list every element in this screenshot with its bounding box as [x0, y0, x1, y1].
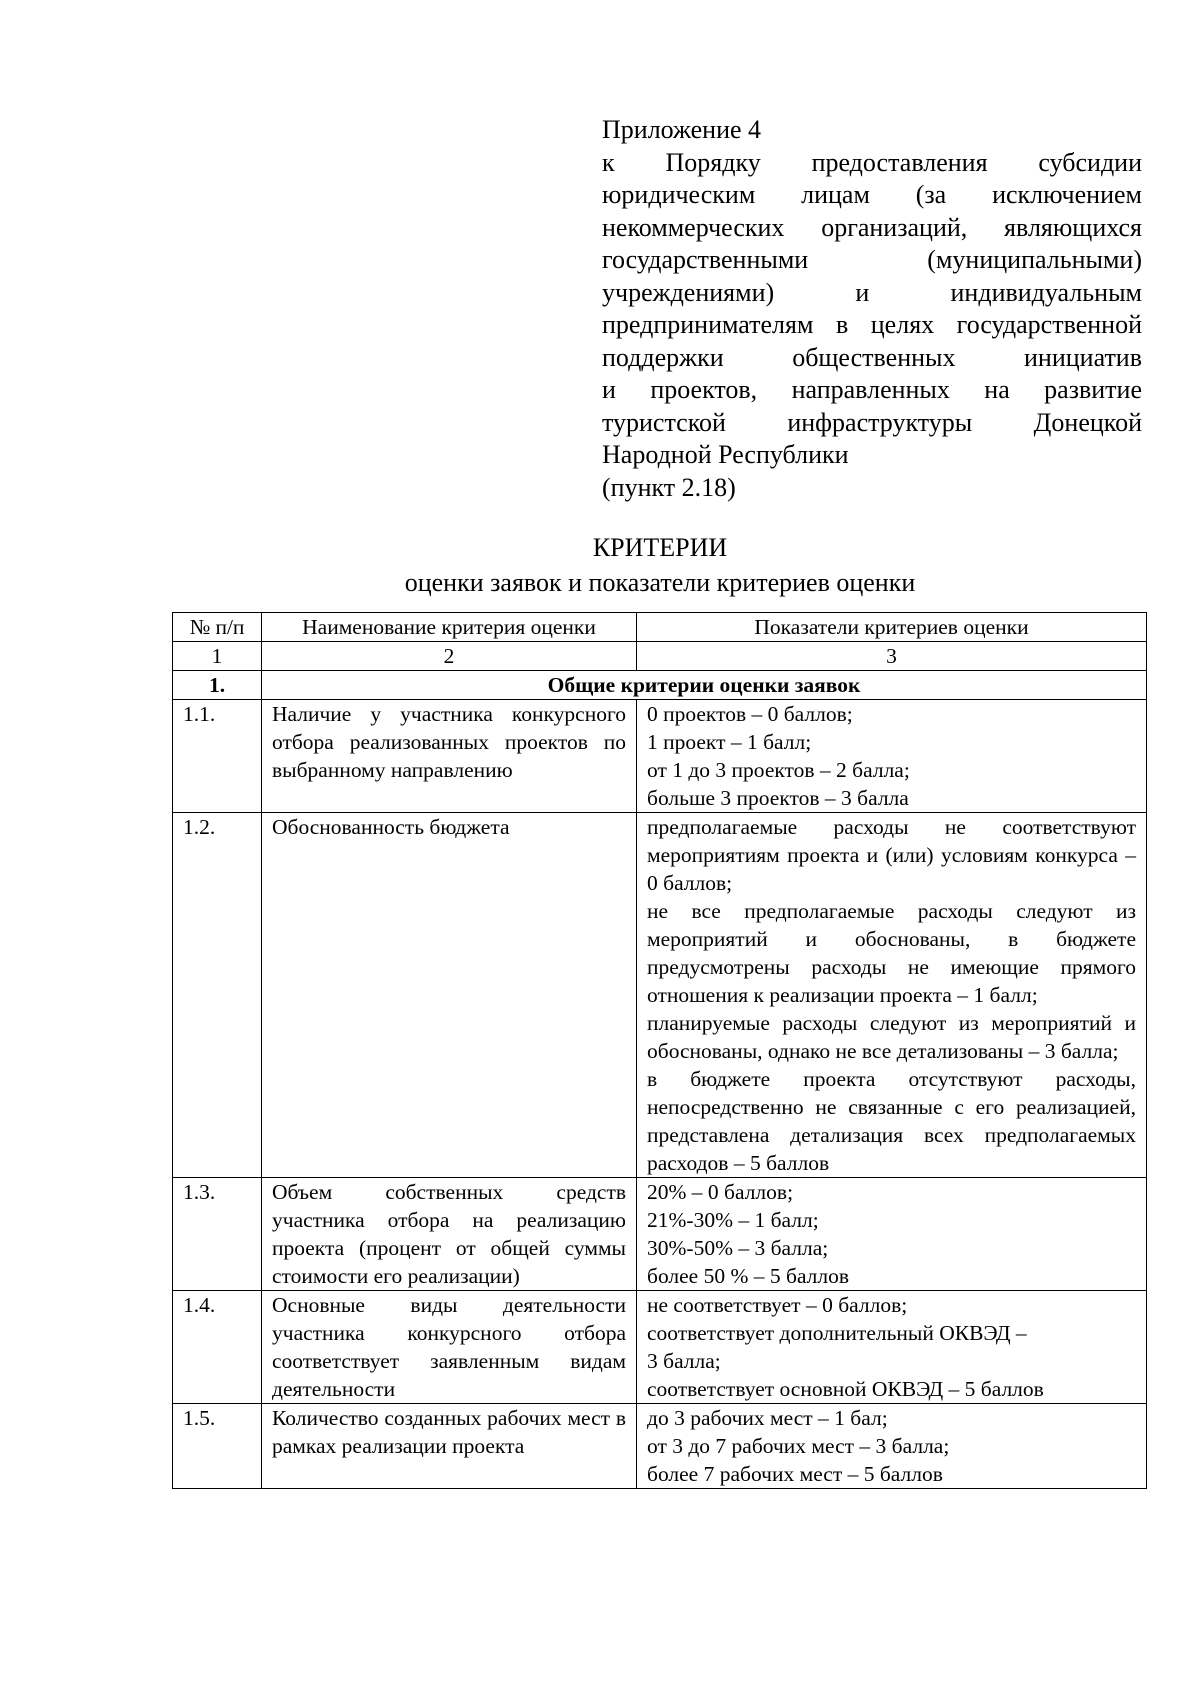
section-number: 1. — [173, 671, 262, 700]
indicator-item: от 1 до 3 проектов – 2 балла; — [647, 758, 910, 782]
section-row — [173, 671, 1147, 700]
indicator-item: в бюджете проекта отсутствуют расходы, непосредственно не связанные с его реализацией, представлена детализация всех предполагаемых расходов – 5 баллов — [647, 1067, 1136, 1175]
indicator-item: предполагаемые расходы не соответствуют мероприятиям проекта и (или) условиям конкурса – 0 баллов; — [647, 815, 1136, 895]
table-header-row — [173, 613, 1147, 642]
criterion-name: Обоснованность бюджета — [262, 813, 637, 1178]
appendix-line: туристской инфраструктуры Донецкой — [602, 407, 1142, 437]
appendix-line: Приложение 4 — [602, 115, 762, 144]
indicator-item: 20% – 0 баллов; — [647, 1180, 794, 1204]
indicator-item: 3 балла; — [647, 1349, 721, 1373]
table-row — [173, 1404, 1147, 1489]
row-number: 1.2. — [173, 813, 262, 1178]
document-subtitle: оценки заявок и показатели критериев оценки — [404, 568, 916, 597]
appendix-line: некоммерческих организаций, являющихся — [602, 212, 1142, 242]
row-number: 1.5. — [173, 1404, 262, 1489]
indicator-item: не все предполагаемые расходы следуют из мероприятий и обоснованы, в бюджете предусмотрены расходы не имеющие прямого отношения к реализации проекта – 1 балл; — [647, 899, 1136, 1007]
indicator-item: от 3 до 7 рабочих мест – 3 балла; — [647, 1434, 950, 1458]
indicator-item: 30%-50% – 3 балла; — [647, 1236, 829, 1260]
indicator-item: до 3 рабочих мест – 1 бал; — [647, 1406, 888, 1430]
criterion-name: Объем собственных средств участника отбора на реализацию проекта (процент от общей суммы стоимости его реализации) — [262, 1178, 637, 1291]
indicator-item: больше 3 проектов – 3 балла — [647, 786, 909, 810]
column-number-row — [173, 642, 1147, 671]
appendix-block — [602, 114, 1142, 504]
indicator-item: 21%-30% – 1 балл; — [647, 1208, 819, 1232]
appendix-line: Народной Республики — [602, 440, 849, 469]
indicator-item: соответствует дополнительный ОКВЭД – — [647, 1321, 1027, 1345]
criterion-name: Основные виды деятельности участника конкурсного отбора соответствует заявленным видам деятельности — [262, 1291, 637, 1404]
criterion-name: Наличие у участника конкурсного отбора реализованных проектов по выбранному направлению — [262, 700, 637, 813]
column-number: 2 — [262, 642, 637, 671]
criterion-name: Количество созданных рабочих мест в рамках реализации проекта — [262, 1404, 637, 1489]
column-number: 1 — [173, 642, 262, 671]
appendix-line: учреждениями) и индивидуальным — [602, 277, 1142, 307]
appendix-line: к Порядку предоставления субсидии — [602, 147, 1142, 177]
section-title: Общие критерии оценки заявок — [262, 671, 1147, 700]
indicator-item: 0 проектов – 0 баллов; — [647, 702, 853, 726]
document-title: КРИТЕРИИ — [592, 533, 728, 562]
criteria-table — [172, 612, 1147, 1489]
header-indicators: Показатели критериев оценки — [637, 613, 1147, 642]
table-row — [173, 700, 1147, 813]
appendix-line: (пункт 2.18) — [602, 472, 736, 502]
row-number: 1.3. — [173, 1178, 262, 1291]
criterion-indicators — [637, 1404, 1147, 1489]
criterion-indicators — [637, 1291, 1147, 1404]
indicator-item: 1 проект – 1 балл; — [647, 730, 812, 754]
appendix-line: юридическим лицам (за исключением — [602, 180, 1142, 209]
indicator-item: соответствует основной ОКВЭД – 5 баллов — [647, 1377, 1044, 1401]
appendix-line: поддержки общественных инициатив — [602, 342, 1142, 372]
appendix-line: предпринимателям в целях государственной — [602, 310, 1142, 339]
criterion-indicators — [637, 700, 1147, 813]
appendix-line: государственными (муниципальными) — [602, 245, 1142, 274]
table-row — [173, 1178, 1147, 1291]
indicator-item: планируемые расходы следуют из мероприятий и обоснованы, однако не все детализованы – 3 балла; — [647, 1011, 1136, 1063]
criterion-indicators — [637, 1178, 1147, 1291]
appendix-line: и проектов, направленных на развитие — [602, 375, 1142, 404]
column-number: 3 — [637, 642, 1147, 671]
table-row — [173, 1291, 1147, 1404]
criterion-indicators — [637, 813, 1147, 1178]
row-number: 1.4. — [173, 1291, 262, 1404]
row-number: 1.1. — [173, 700, 262, 813]
indicator-item: более 7 рабочих мест – 5 баллов — [647, 1462, 943, 1486]
table-row — [173, 813, 1147, 1178]
header-criterion-name: Наименование критерия оценки — [262, 613, 637, 642]
header-number: № п/п — [173, 613, 262, 642]
indicator-item: более 50 % – 5 баллов — [647, 1264, 850, 1288]
indicator-item: не соответствует – 0 баллов; — [647, 1293, 908, 1317]
